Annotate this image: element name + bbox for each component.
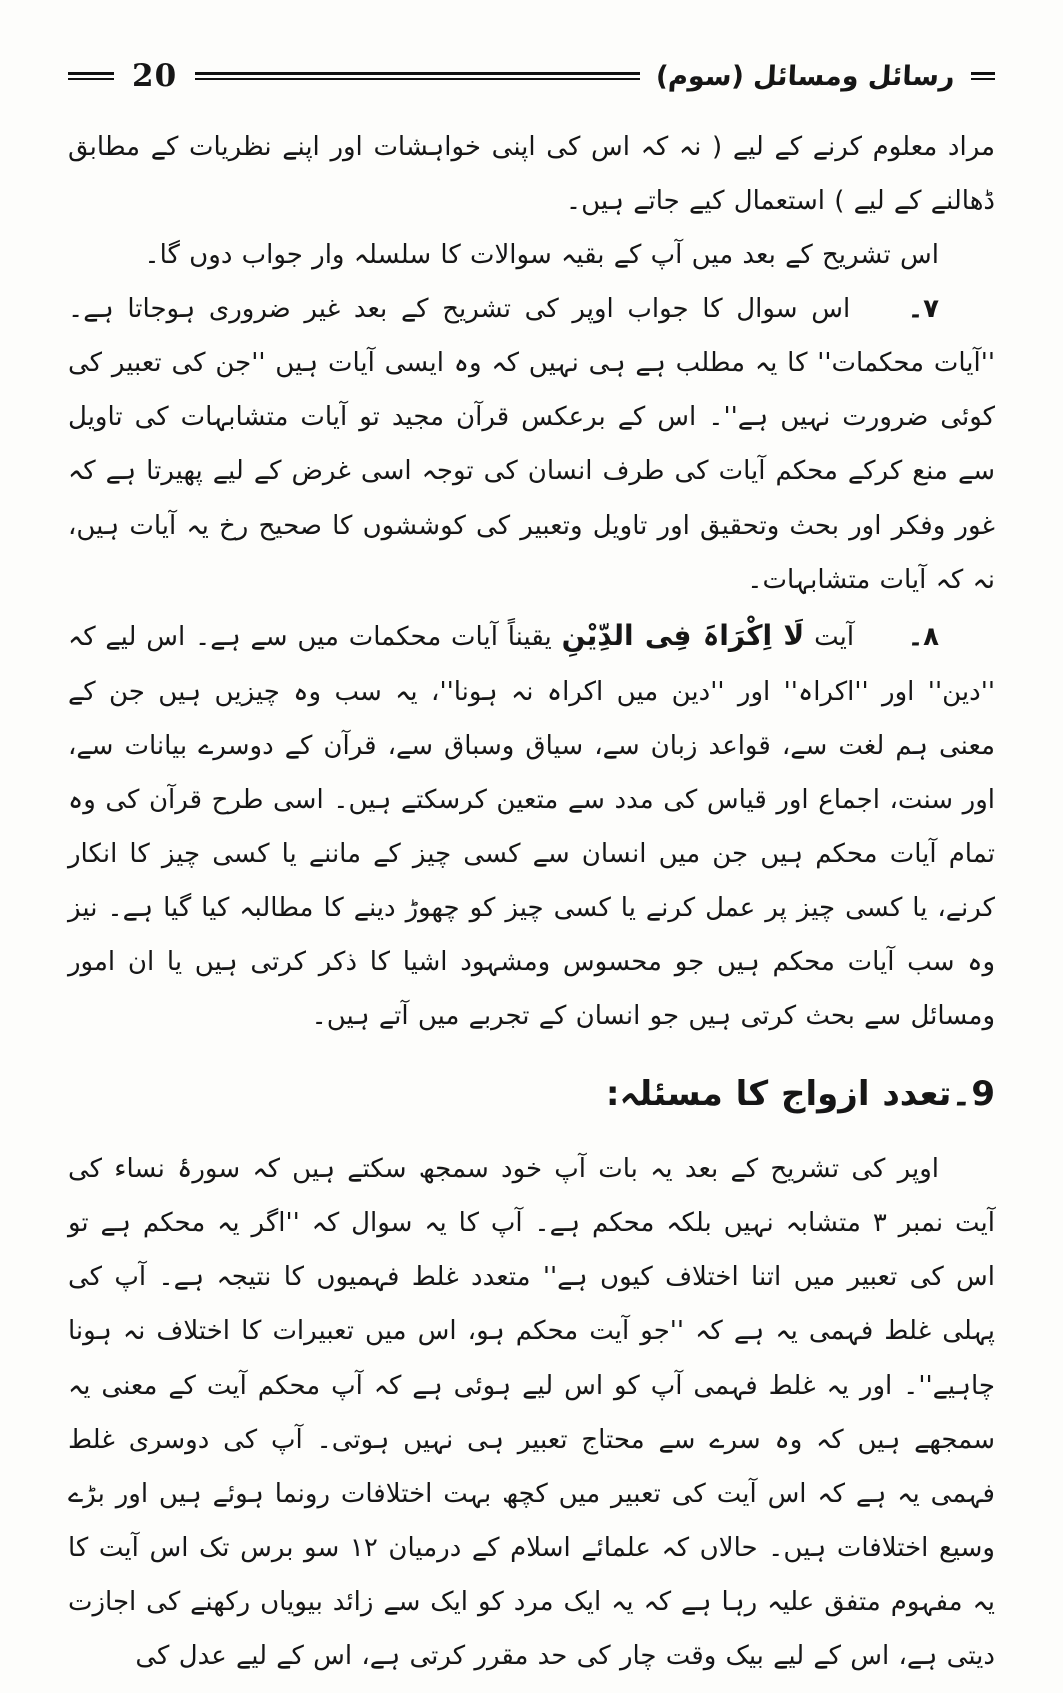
paragraph-polygamy: اوپر کی تشریح کے بعد یہ بات آپ خود سمجھ سکتے ہیں کہ سورۂ نساء کی آیت نمبر ۳ متشابہ نہیں بلکہ محکم ہے۔ آپ کا یہ سوال کہ ''اگر یہ محکم ہے تو اس کی تعبیر میں اتنا اختلاف کیوں ہے'' متعدد غلط فہمیوں کا نتیجہ ہے۔ آپ کی پہلی غلط فہمی یہ ہے کہ ''جو آیت محکم ہو، اس میں تعبیرات کا اختلاف نہ ہونا چاہیے''۔ اور یہ غلط فہمی آپ کو اس لیے ہوئی ہے کہ آپ محکم آیت کے معنی یہ سمجھے ہیں کہ وہ سرے سے محتاج تعبیر ہی نہیں ہوتی۔ آپ کی دوسری غلط فہمی یہ ہے کہ اس آیت کی تعبیر میں کچھ بہت اختلافات رونما ہوئے ہیں اور بڑے وسیع اختلافات ہیں۔ حالاں کہ علمائے اسلام کے درمیان ۱۲ سو برس تک اس آیت کا یہ مفہوم متفق علیہ رہا ہے کہ یہ ایک مرد کو ایک سے زائد بیویاں رکھنے کی اجازت دیتی ہے، اس کے لیے بیک وقت چار کی حد مقرر کرتی ہے، اس کے لیے عدل کی xyxy=(68,1154,995,1671)
header-rule-left xyxy=(68,72,114,80)
answer-7-text: اس سوال کا جواب اوپر کی تشریح کے بعد غیر ضروری ہوجاتا ہے۔ ''آیات محکمات'' کا یہ مطلب ہے ہی نہیں کہ وہ ایسی آیات ہیں ''جن کی تعبیر کی کوئی ضرورت نہیں ہے''۔ اس کے برعکس قرآن مجید تو آیات متشابہات کی تاویل سے منع کرکے محکم آیات کی طرف انسان کی توجہ اسی غرض کے لیے پھیرتا ہے کہ غور وفکر اور بحث وتحقیق اور تاویل وتعبیر کی کوششوں کا صحیح رخ یہ آیات ہیں، نہ کہ آیات متشابہات۔ xyxy=(68,294,995,595)
answer-8-text: یقیناً آیات محکمات میں سے ہے۔ اس لیے کہ ''دین'' اور ''اکراہ'' اور ''دین میں اکراہ نہ ہونا''، یہ سب وہ چیزیں ہیں جن کے معنی ہم لغت سے، قواعد زبان سے، سیاق وسباق سے، قرآن کے دوسرے بیانات سے، اور سنت، اجماع اور قیاس کی مدد سے متعین کرسکتے ہیں۔ اسی طرح قرآن کی وہ تمام آیات محکم ہیں جن میں انسان سے کسی چیز کے ماننے یا کسی چیز کا انکار کرنے، یا کسی چیز پر عمل کرنے یا کسی چیز کو چھوڑ دینے کا مطالبہ کیا گیا ہے۔ نیز وہ سب آیات محکم ہیں جو محسوس ومشہود اشیا کا ذکر کرتی ہیں یا ان امور ومسائل سے بحث کرتی ہیں جو انسان کے تجربے میں آتے ہیں۔ xyxy=(68,621,995,1032)
page-header xyxy=(68,58,995,94)
question-number-8: ۸۔ xyxy=(907,621,940,652)
answer-8-lead: آیت xyxy=(814,621,855,652)
paragraph-answer-7 xyxy=(68,282,995,606)
paragraph-intro: اس تشریح کے بعد میں آپ کے بقیہ سوالات کا سلسلہ وار جواب دوں گا۔ xyxy=(144,240,939,271)
section-heading-polygamy: 9۔تعدد ازواج کا مسئلہ: xyxy=(605,1074,995,1115)
question-number-7: ۷۔ xyxy=(907,294,939,325)
book-title: رسائل ومسائل (سوم) xyxy=(655,60,956,92)
quran-verse-arabic: لَا اِکْرَاہَ فِی الدِّیْنِ xyxy=(561,618,805,652)
header-rule-middle xyxy=(195,72,640,80)
header-rule-right xyxy=(971,72,995,80)
page-number: 20 xyxy=(132,58,178,94)
page-body xyxy=(68,120,995,1683)
paragraph-continuation: مراد معلوم کرنے کے لیے ( نہ کہ اس کی اپنی خواہشات اور اپنے نظریات کے مطابق ڈھالنے کے لیے ) استعمال کیے جاتے ہیں۔ xyxy=(68,132,995,217)
paragraph-answer-8 xyxy=(68,607,995,1044)
